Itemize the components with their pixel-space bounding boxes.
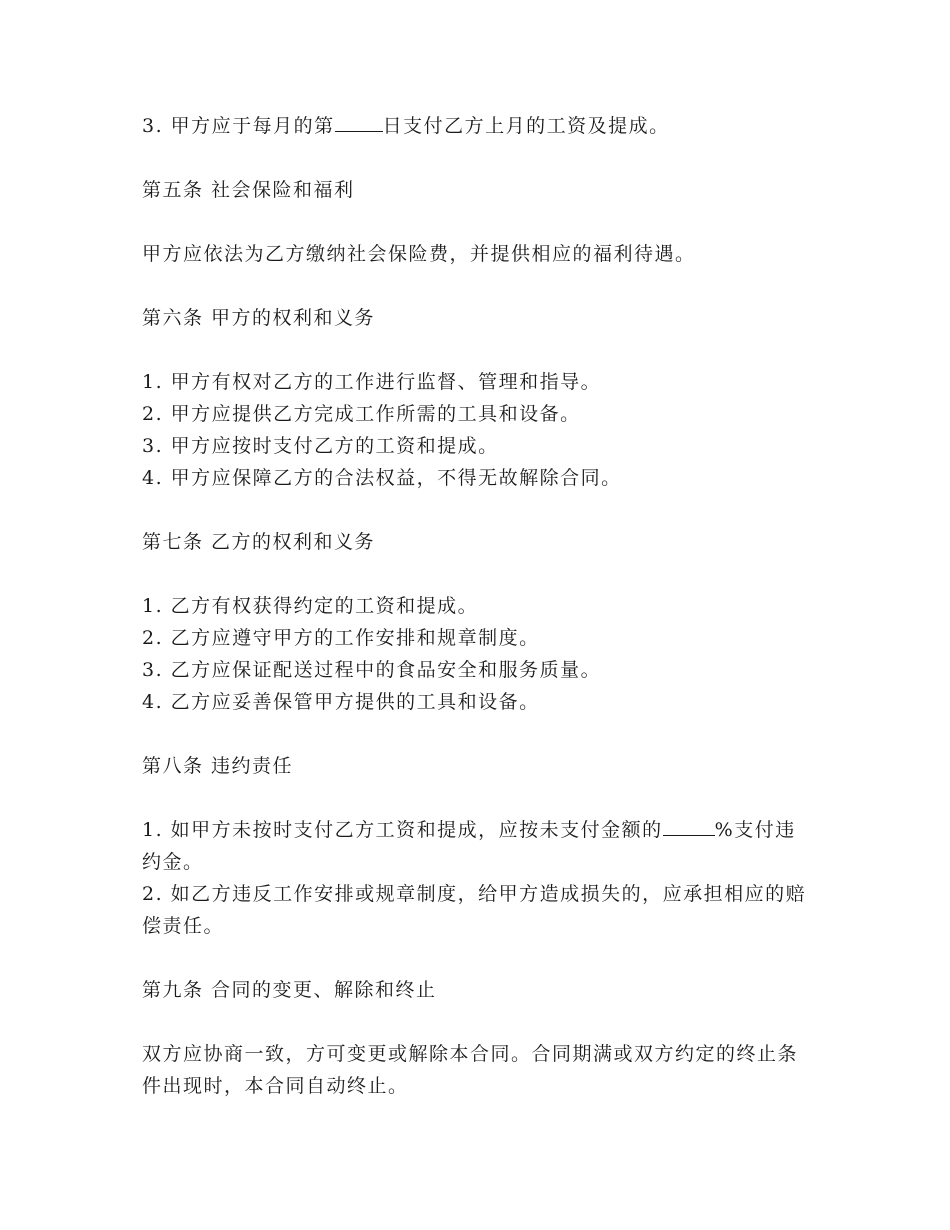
salary-payment-suffix: 日支付乙方上月的工资及提成。 (382, 115, 670, 137)
penalty-clause-suffix: %支付违约金。 (142, 819, 796, 873)
contract-page (142, 110, 812, 1102)
article-8-item-2: 2. 如乙方违反工作安排或规章制度，给甲方造成损失的，应承担相应的赔偿责任。 (142, 883, 807, 937)
article-5-body: 甲方应依法为乙方缴纳社会保险费，并提供相应的福利待遇。 (142, 243, 696, 265)
article-6-item: 3. 甲方应按时支付乙方的工资和提成。 (142, 435, 499, 457)
salary-payment-clause (142, 110, 812, 142)
article-6-heading: 第六条 甲方的权利和义务 (142, 307, 376, 329)
article-6-item: 4. 甲方应保障乙方的合法权益，不得无故解除合同。 (142, 467, 622, 489)
penalty-percent-blank[interactable] (663, 817, 715, 836)
article-7-item: 2. 乙方应遵守甲方的工作安排和规章制度。 (142, 627, 540, 649)
article-6-item: 2. 甲方应提供乙方完成工作所需的工具和设备。 (142, 403, 581, 425)
penalty-clause-prefix: 1. 如甲方未按时支付乙方工资和提成，应按未支付金额的 (142, 819, 663, 841)
article-7-item: 4. 乙方应妥善保管甲方提供的工具和设备。 (142, 691, 540, 713)
payment-day-blank[interactable] (335, 113, 383, 132)
article-9-heading: 第九条 合同的变更、解除和终止 (142, 979, 437, 1001)
article-8-heading: 第八条 违约责任 (142, 755, 294, 777)
article-6-item: 1. 甲方有权对乙方的工作进行监督、管理和指导。 (142, 371, 602, 393)
article-7-item: 3. 乙方应保证配送过程中的食品安全和服务质量。 (142, 659, 602, 681)
article-8-item-1 (142, 814, 812, 878)
salary-payment-prefix: 3. 甲方应于每月的第 (142, 115, 335, 137)
article-9-body: 双方应协商一致，方可变更或解除本合同。合同期满或双方约定的终止条件出现时，本合同自动终止。 (142, 1043, 799, 1097)
article-7-item: 1. 乙方有权获得约定的工资和提成。 (142, 595, 479, 617)
article-5-heading: 第五条 社会保险和福利 (142, 179, 355, 201)
article-7-heading: 第七条 乙方的权利和义务 (142, 531, 376, 553)
